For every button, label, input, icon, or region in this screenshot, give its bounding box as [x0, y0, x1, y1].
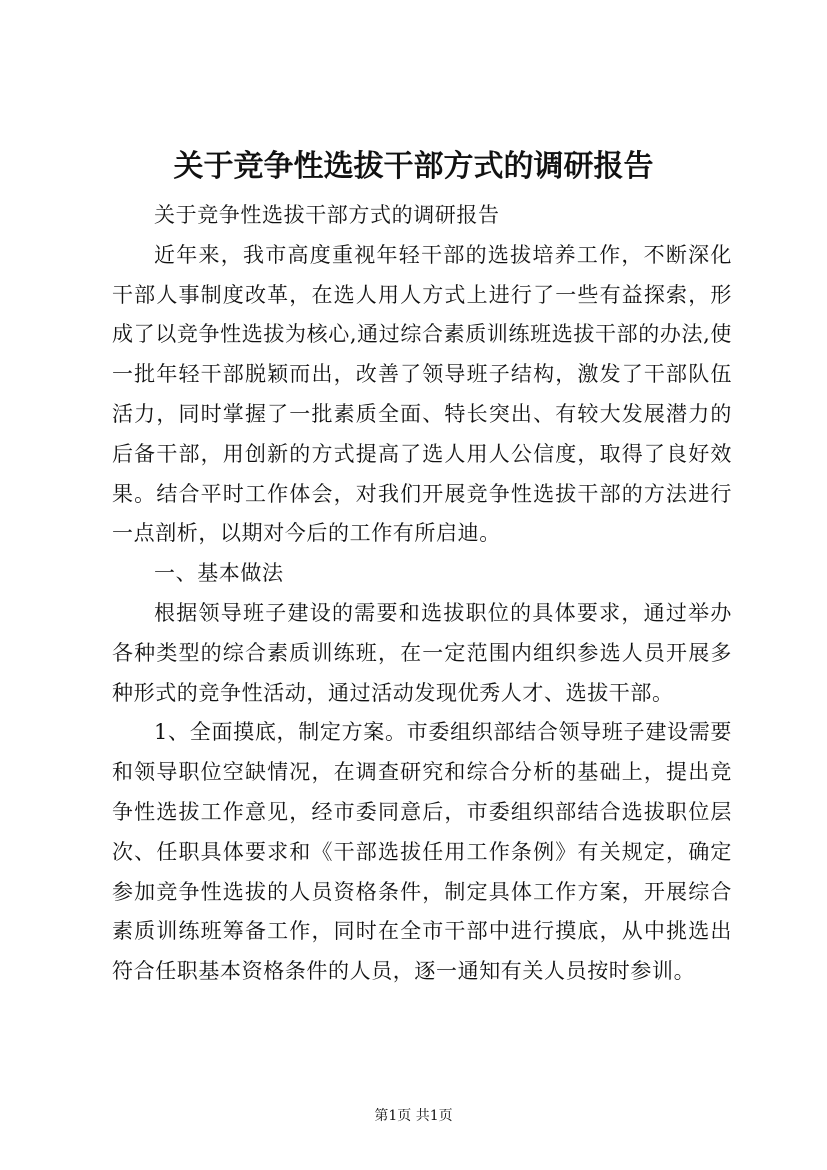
document-body [112, 196, 732, 992]
page-footer: 第1页 共1页 [374, 1108, 453, 1124]
body-paragraph-overview: 根据领导班子建设的需要和选拔职位的具体要求，通过举办各种类型的综合素质训练班，在一定范围内组织参选人员开展多种形式的竞争性活动，通过活动发现优秀人才、选拔干部。 [112, 600, 732, 705]
body-paragraph-subtitle: 关于竞争性选拔干部方式的调研报告 [154, 203, 500, 227]
document-title: 关于竞争性选拔干部方式的调研报告 [173, 149, 654, 184]
body-paragraph-step-1: 1、全面摸底，制定方案。市委组织部结合领导班子建设需要和领导职位空缺情况，在调查研究和综合分析的基础上，提出竞争性选拔工作意见，经市委同意后，市委组织部结合选拔职位层次、任职具体要求和《干部选拔任用工作条例》有关规定，确定参加竞争性选拔的人员资格条件，制定具体工作方案，开展综合素质训练班筹备工作，同时在全市干部中进行摸底，从中挑选出符合任职基本资格条件的人员，逐一通知有关人员按时参训。 [112, 720, 732, 984]
section-heading-basic-practice: 一、基本做法 [154, 561, 284, 586]
body-paragraph-intro: 近年来，我市高度重视年轻干部的选拔培养工作，不断深化干部人事制度改革，在选人用人方式上进行了一些有益探索，形成了以竞争性选拔为核心,通过综合素质训练班选拔干部的办法,使一批年轻干部脱颖而出，改善了领导班子结构，激发了干部队伍活力，同时掌握了一批素质全面、特长突出、有较大发展潜力的后备干部，用创新的方式提高了选人用人公信度，取得了良好效果。结合平时工作体会，对我们开展竞争性选拔干部的方法进行一点剖析，以期对今后的工作有所启迪。 [112, 242, 732, 546]
